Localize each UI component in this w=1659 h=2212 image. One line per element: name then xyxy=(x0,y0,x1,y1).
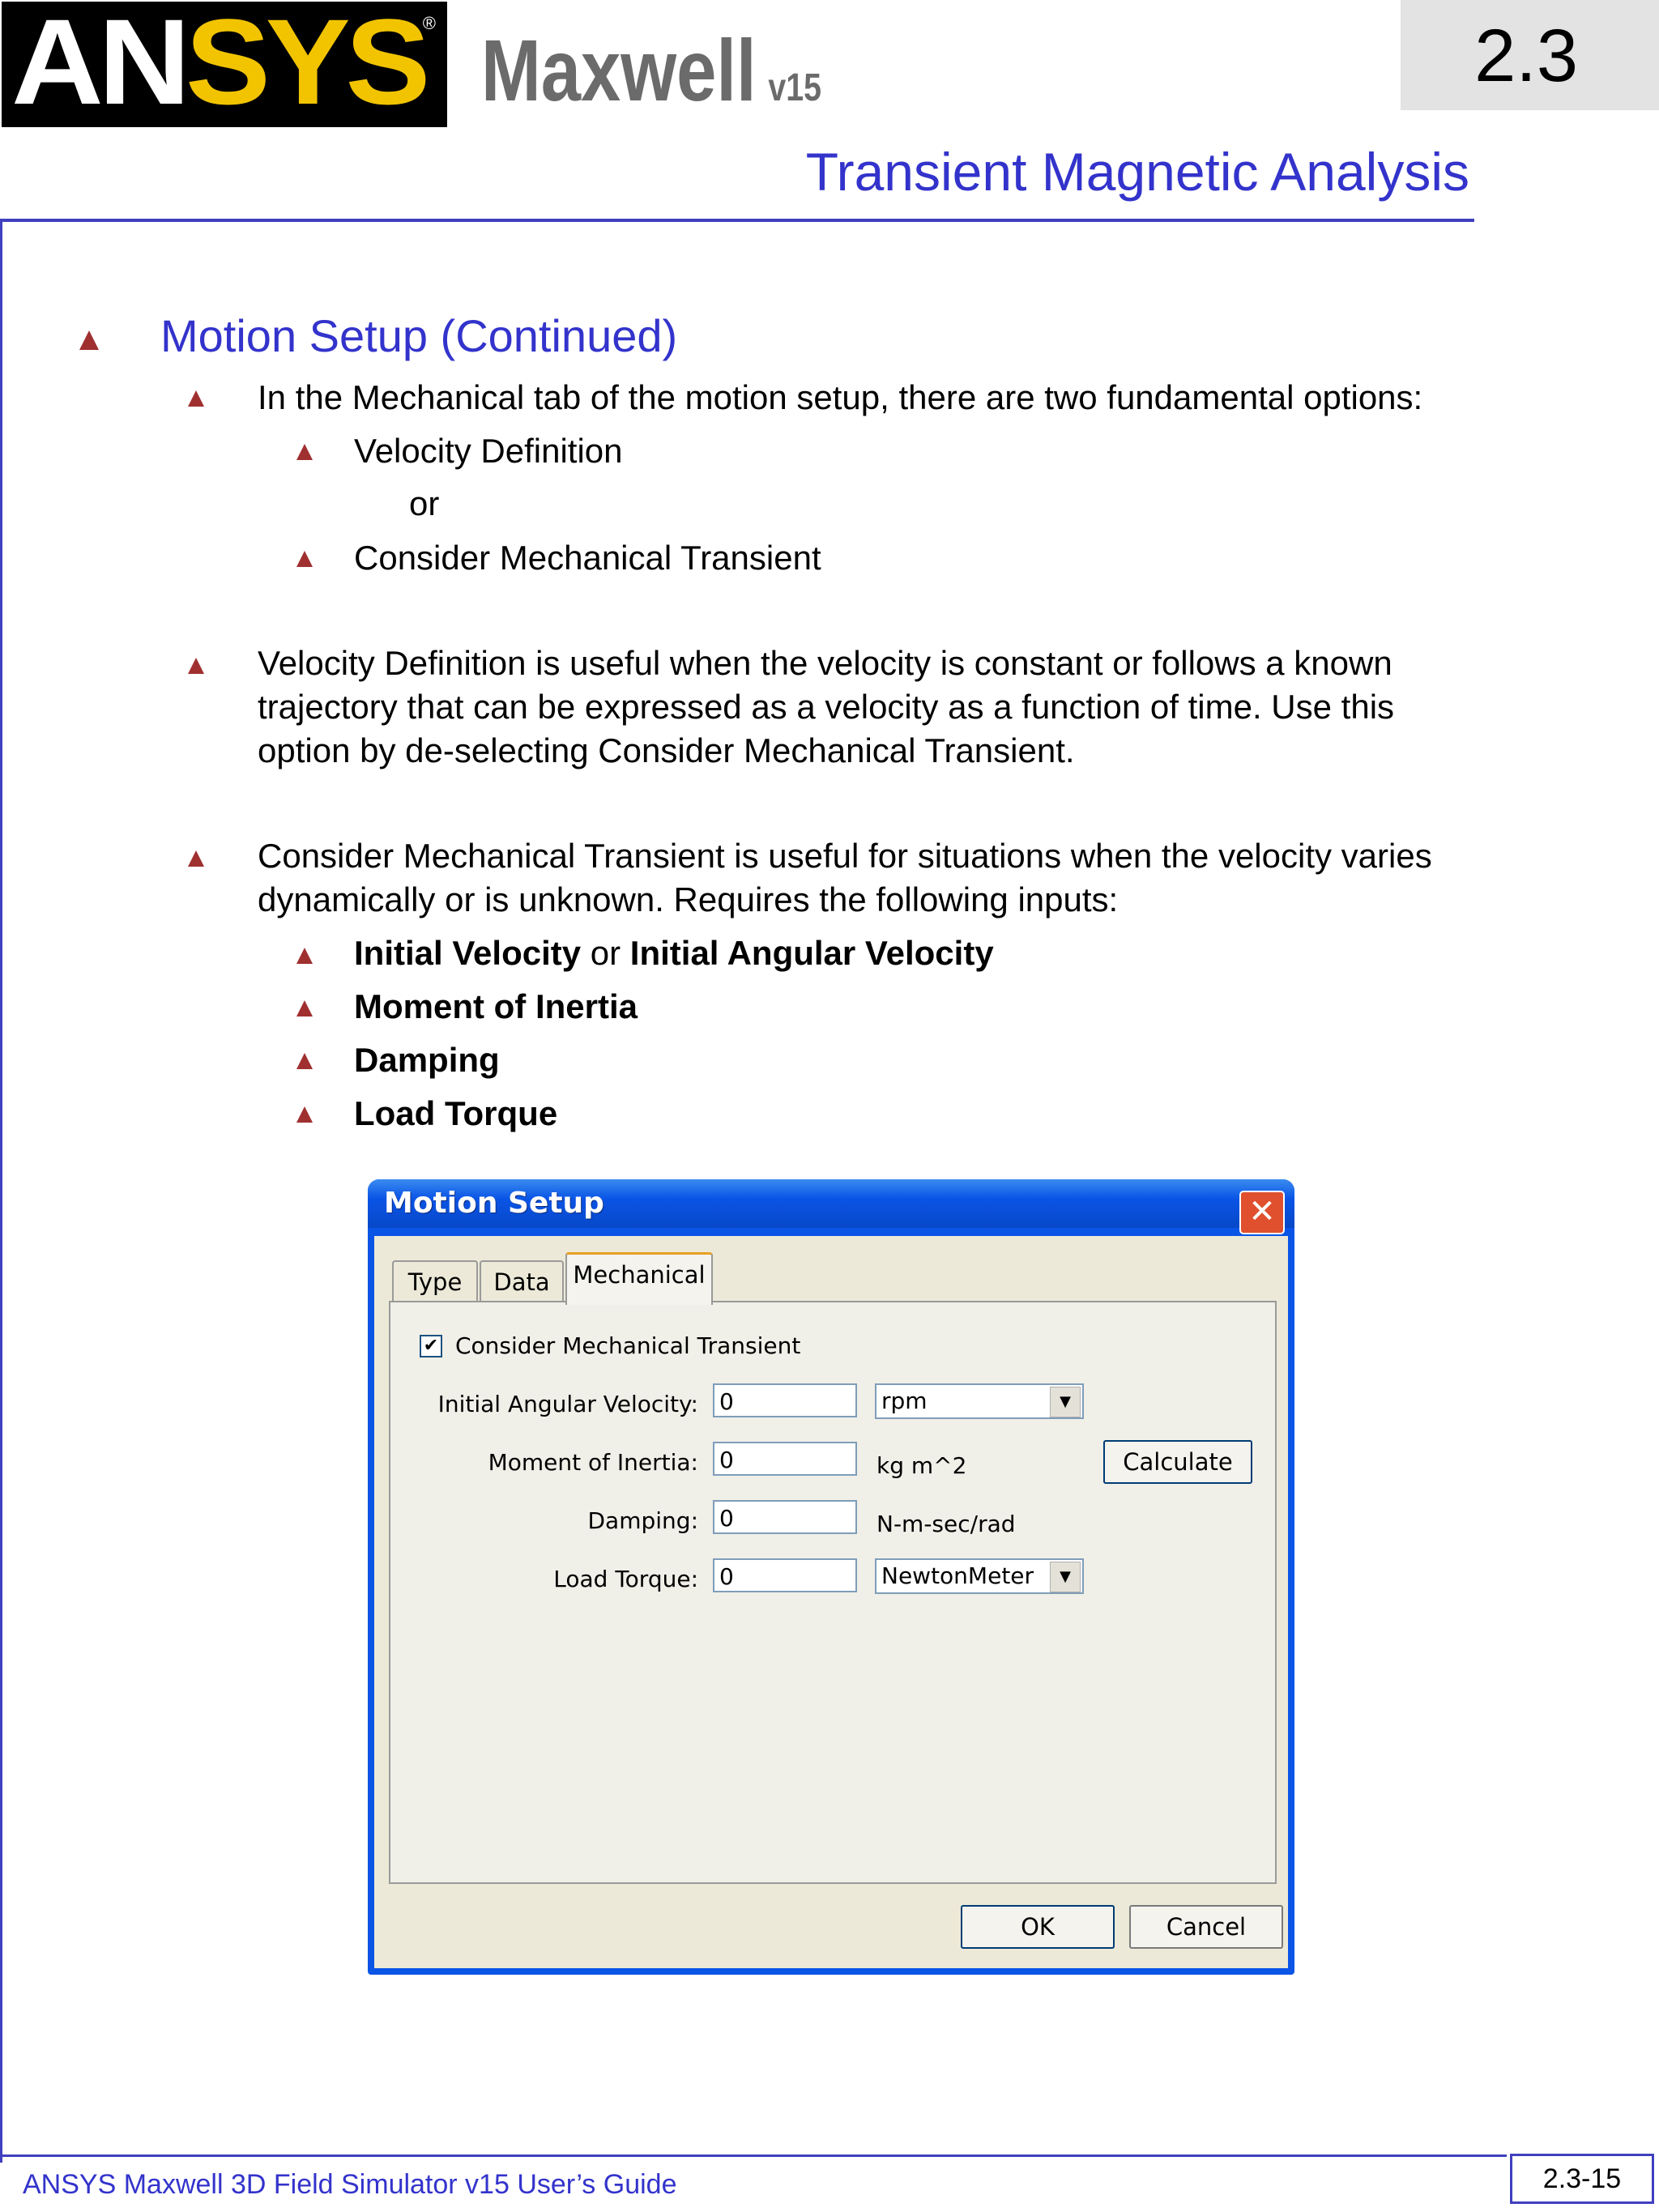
chevron-down-icon[interactable]: ▼ xyxy=(1050,1562,1081,1592)
bullet-icon xyxy=(296,1106,313,1123)
chapter-number-box: 2.3 xyxy=(1401,0,1659,110)
ok-button[interactable]: OK xyxy=(961,1905,1115,1949)
bullet-icon xyxy=(296,444,313,460)
load-torque-unit-select[interactable]: NewtonMeter ▼ xyxy=(875,1558,1084,1594)
damping-unit-label: N-m-sec/rad xyxy=(876,1511,1016,1537)
close-icon[interactable]: ✕ xyxy=(1239,1191,1285,1234)
consider-mechanical-transient-checkbox[interactable]: ✔ xyxy=(420,1335,442,1357)
checkbox-label: Consider Mechanical Transient xyxy=(455,1332,801,1359)
footer-divider xyxy=(0,2154,1507,2157)
motion-setup-dialog xyxy=(368,1179,1294,1975)
field-label: Load Torque: xyxy=(553,1566,698,1592)
list-item: Velocity Definition xyxy=(354,432,623,470)
page-number: 2.3-15 xyxy=(1510,2154,1654,2204)
mechanical-tab-panel xyxy=(389,1301,1277,1884)
list-item: Consider Mechanical Transient xyxy=(354,539,821,577)
moment-of-inertia-input[interactable]: 0 xyxy=(713,1442,857,1476)
product-version: v15 xyxy=(768,66,822,109)
list-item: Initial Velocity or Initial Angular Velocity xyxy=(354,934,994,972)
field-label: Initial Angular Velocity: xyxy=(437,1391,698,1417)
list-item: Damping xyxy=(354,1041,500,1079)
paragraph-line: dynamically or is unknown. Requires the following inputs: xyxy=(258,880,1119,918)
paragraph-line: option by de-selecting Consider Mechanical Transient. xyxy=(258,731,1075,769)
bullet-icon xyxy=(296,948,313,964)
left-border xyxy=(0,219,2,2163)
tab-mechanical[interactable]: Mechanical xyxy=(565,1252,713,1305)
field-label: Damping: xyxy=(587,1507,698,1534)
angular-velocity-unit-select[interactable]: rpm ▼ xyxy=(875,1383,1084,1419)
bullet-icon xyxy=(296,1053,313,1069)
bullet-icon xyxy=(188,390,204,407)
bullet-icon xyxy=(188,850,204,867)
bullet-icon xyxy=(296,551,313,567)
paragraph-line: Velocity Definition is useful when the velocity is constant or follows a known xyxy=(258,644,1392,682)
product-name: Maxwell v15 xyxy=(481,21,822,119)
ansys-logo: ANSYS ® xyxy=(2,2,447,127)
initial-angular-velocity-input[interactable]: 0 xyxy=(713,1383,857,1417)
dialog-titlebar xyxy=(368,1179,1294,1228)
cancel-button[interactable]: Cancel xyxy=(1129,1905,1283,1949)
inertia-unit-label: kg m^2 xyxy=(876,1452,967,1479)
chevron-down-icon[interactable]: ▼ xyxy=(1050,1387,1081,1417)
section-title: Transient Magnetic Analysis xyxy=(805,142,1469,202)
or-text: or xyxy=(409,484,440,522)
damping-input[interactable]: 0 xyxy=(713,1500,857,1534)
bullet-icon xyxy=(296,1000,313,1016)
paragraph: In the Mechanical tab of the motion setup, there are two fundamental options: xyxy=(258,378,1423,416)
bullet-icon xyxy=(188,658,204,674)
calculate-button[interactable]: Calculate xyxy=(1103,1440,1252,1484)
paragraph-line: Consider Mechanical Transient is useful for situations when the velocity varies xyxy=(258,837,1432,875)
list-item: Moment of Inertia xyxy=(354,987,638,1025)
footer-guide-title: ANSYS Maxwell 3D Field Simulator v15 User’s Guide xyxy=(23,2169,677,2200)
load-torque-input[interactable]: 0 xyxy=(713,1558,857,1592)
list-item: Load Torque xyxy=(354,1094,558,1132)
tab-data[interactable]: Data xyxy=(480,1260,564,1302)
field-label: Moment of Inertia: xyxy=(488,1449,698,1476)
dialog-title: Motion Setup xyxy=(384,1187,604,1220)
slide-heading: Motion Setup (Continued) xyxy=(160,310,678,361)
dialog-body xyxy=(374,1236,1288,1968)
bullet-icon xyxy=(79,330,99,350)
tab-type[interactable]: Type xyxy=(392,1260,478,1302)
paragraph-line: trajectory that can be expressed as a velocity as a function of time. Use this xyxy=(258,688,1395,726)
header-divider xyxy=(0,219,1474,222)
